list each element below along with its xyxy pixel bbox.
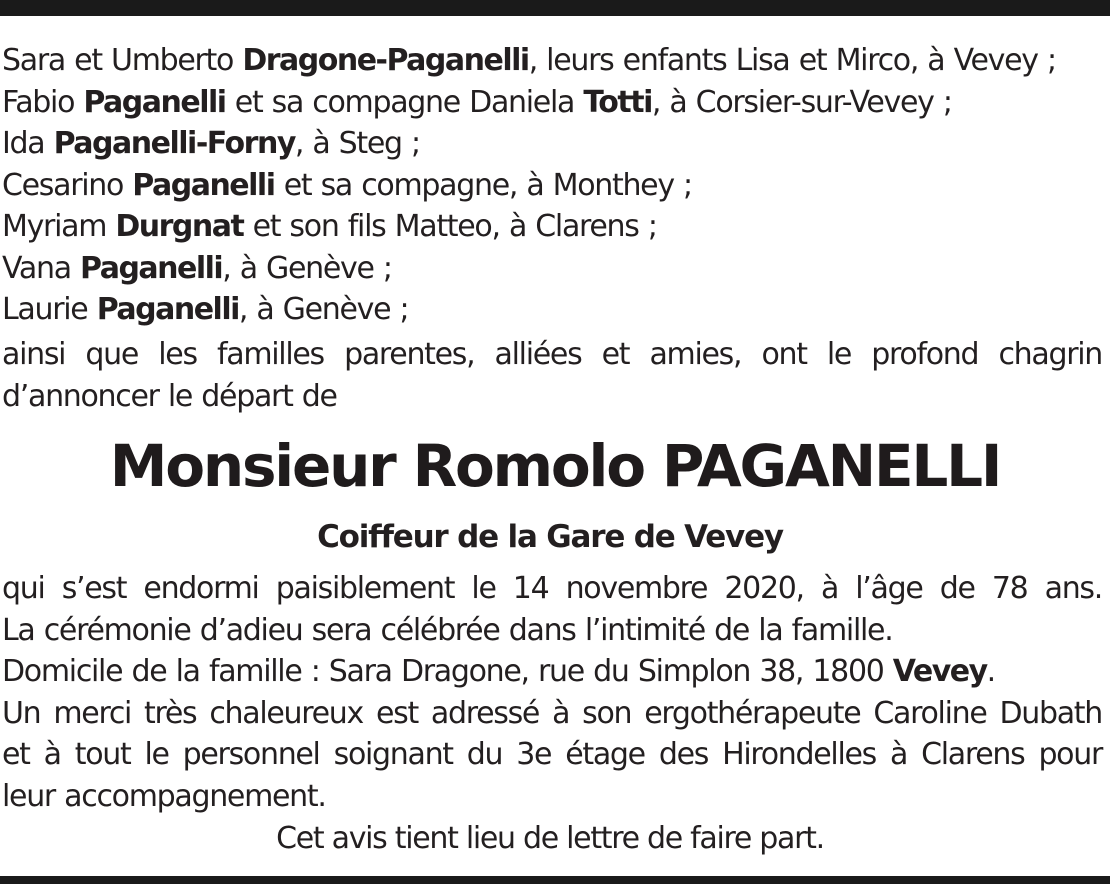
deceased-occupation: Coiffeur de la Gare de Vevey	[317, 519, 783, 555]
address-city: Vevey	[892, 654, 987, 689]
family-surname: Durgnat	[115, 209, 244, 244]
family-surname: Dragone-Paganelli	[242, 43, 529, 78]
family-line-text: , à Corsier-sur-Vevey ;	[651, 84, 952, 120]
family-list	[2, 40, 1102, 331]
family-line	[2, 82, 1102, 124]
body-line: Un merci très chaleureux est adressé à son ergothérapeute Caroline Dubath	[2, 695, 1102, 731]
family-line-text: , leurs enfants Lisa et Mirco, à Vevey ;	[528, 43, 1056, 78]
family-line-text: Ida	[2, 126, 54, 161]
announcement-paragraph	[2, 334, 1102, 417]
family-line	[2, 123, 1102, 165]
family-line-text: et sa compagne Daniela	[225, 84, 584, 120]
family-surname: Paganelli	[96, 292, 239, 327]
body-line: et à tout le personnel soignant du 3e étage des Hirondelles à Clarens pour	[2, 737, 1102, 772]
body-line: leur accompagnement.	[2, 778, 326, 814]
family-line-text: Vana	[2, 250, 81, 286]
family-line-text: et sa compagne, à Monthey ;	[274, 167, 692, 203]
top-border-rule	[0, 0, 1110, 16]
deceased-name: Monsieur Romolo PAGANELLI	[109, 432, 1001, 500]
family-line-text: , à Steg ;	[294, 126, 420, 161]
announcement-line: d’annoncer le départ de	[2, 378, 337, 414]
notice-body	[2, 568, 1102, 817]
bottom-border-rule	[0, 876, 1110, 884]
family-line-text: , à Genève ;	[238, 292, 409, 327]
family-line	[2, 206, 1102, 248]
closing-statement: Cet avis tient lieu de lettre de faire part.	[276, 821, 824, 856]
family-surname: Paganelli	[80, 250, 223, 286]
family-line-text: , à Genève ;	[222, 250, 392, 286]
body-line	[2, 651, 1102, 693]
family-line-text: Sara et Umberto	[2, 43, 243, 78]
address-text: Domicile de la famille : Sara Dragone, rue du Simplon 38, 1800	[2, 654, 893, 689]
address-punct: .	[986, 654, 995, 689]
family-line-text: Myriam	[2, 209, 116, 244]
body-line: La cérémonie d’adieu sera célébrée dans l’intimité de la famille.	[2, 612, 893, 648]
announcement-line: ainsi que les familles parentes, alliées et amies, ont le profond chagrin	[2, 337, 1102, 372]
body-line: qui s’est endormi paisiblement le 14 novembre 2020, à l’âge de 78 ans.	[2, 571, 1102, 606]
family-surname: Paganelli	[132, 167, 275, 203]
family-line-text: Laurie	[2, 292, 97, 327]
family-line	[2, 40, 1102, 82]
family-surname: Totti	[583, 84, 652, 120]
family-line-text: et son fils Matteo, à Clarens ;	[243, 209, 657, 244]
family-line-text: Fabio	[2, 84, 84, 120]
family-surname: Paganelli	[83, 84, 226, 120]
family-line-text: Cesarino	[2, 167, 133, 203]
family-surname: Paganelli-Forny	[53, 126, 295, 161]
family-line	[2, 289, 1102, 331]
family-line	[2, 248, 1102, 290]
family-line	[2, 165, 1102, 207]
